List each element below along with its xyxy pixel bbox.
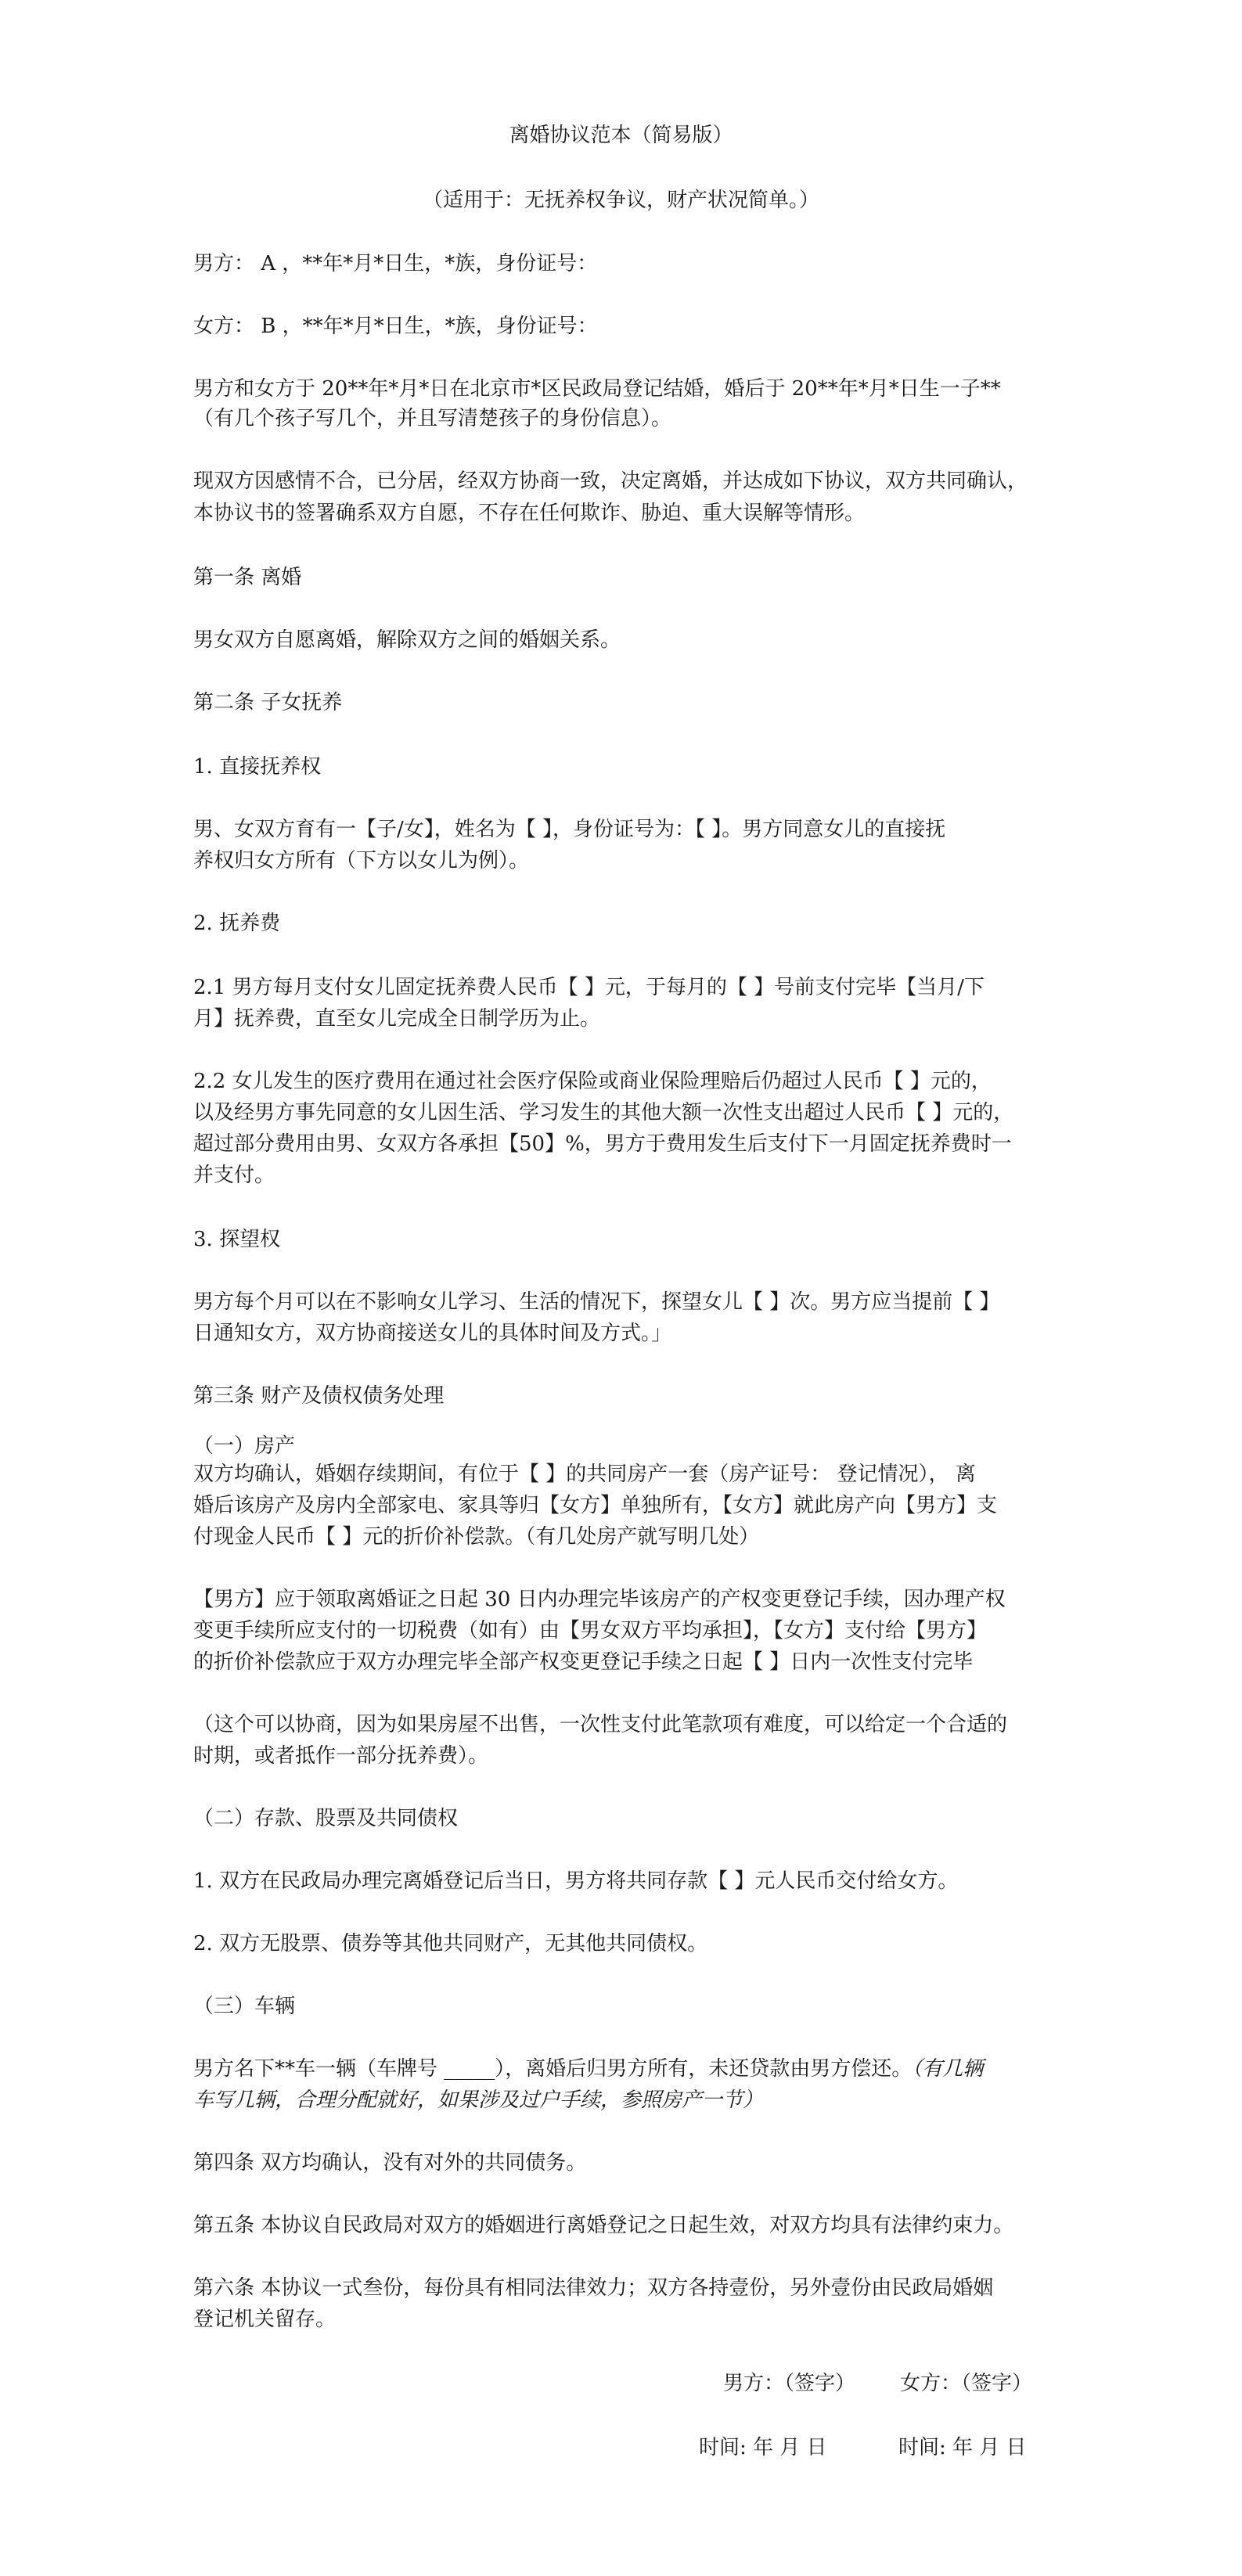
male-sign-date: 时间: 年 月 日 (699, 2436, 827, 2459)
support-title: 2. 抚养费 (193, 912, 281, 935)
male-signature: 男方：（签字） (723, 2372, 856, 2395)
transfer-line-2: 变更手续所应支付的一切税费（如有）由【男女双方平均承担】，【女方】支付给【男方】 (193, 1619, 988, 1642)
marriage-info-line-2: （有几个孩子写几个，并且写清楚孩子的身份信息）。 (193, 407, 672, 430)
document-subtitle: （适用于：无抚养权争议，财产状况简单。） (422, 189, 819, 212)
support-2-2-line-1: 2.2 女儿发生的医疗费用在通过社会医疗保险或商业保险理赔后仍超过人民币【 】元的， (193, 1070, 992, 1093)
vehicle-line-1 (193, 2054, 1054, 2084)
female-sign-date: 时间: 年 月 日 (898, 2436, 1027, 2459)
vehicle-line-2-note: 车写几辆，合理分配就好，如果涉及过户手续，参照房产一节） (193, 2089, 764, 2112)
female-party-line: 女方： B ，**年*月*日生，*族，身份证号： (193, 315, 598, 338)
intro-line-2: 本协议书的签署确系双方自愿，不存在任何欺诈、胁迫、重大误解等情形。 (193, 502, 866, 525)
support-2-2-line-3: 超过部分费用由男、女双方各承担【50】%，男方于费用发生后支付下一月固定抚养费时一 (193, 1132, 1012, 1156)
note-line-1: （这个可以协商，因为如果房屋不出售，一次性支付此笔款项有难度，可以给定一个合适的 (193, 1713, 1008, 1736)
support-2-2-line-4: 并支付。 (193, 1164, 275, 1187)
support-2-2-line-2: 以及经男方事先同意的女儿因生活、学习发生的其他大额一次性支出超过人民币【 】元的， (193, 1101, 1014, 1124)
male-party-line: 男方： A ，**年*月*日生，*族，身份证号： (193, 252, 598, 275)
support-2-1-line-1: 2.1 男方每月支付女儿固定抚养费人民币【 】元，于每月的【 】号前支付完毕【当月/下 (193, 976, 985, 999)
article-6-line-2: 登记机关留存。 (193, 2308, 337, 2331)
custody-line-1: 男、女双方育有一【子/女】，姓名为【 】，身份证号为：【 】。男方同意女儿的直接抚 (193, 818, 946, 841)
article-3-title: 第三条 财产及债权债务处理 (193, 1384, 445, 1408)
house-title: （一）房产 (193, 1434, 296, 1458)
article-1-text: 男女双方自愿离婚，解除双方之间的婚姻关系。 (193, 628, 621, 652)
house-line-3: 付现金人民币【 】元的折价补偿款。（有几处房产就写明几处） (193, 1525, 760, 1549)
savings-item-1: 1. 双方在民政局办理完离婚登记后当日，男方将共同存款【 】元人民币交付给女方。 (193, 1869, 959, 1893)
article-1-title: 第一条 离婚 (193, 566, 302, 589)
document-title: 离婚协议范本（简易版） (509, 124, 733, 147)
transfer-line-3: 的折价补偿款应于双方办理完毕全部产权变更登记手续之日起【 】日内一次性支付完毕 (193, 1650, 974, 1674)
note-line-2: 时期，或者抵作一部分抚养费）。 (193, 1744, 489, 1768)
custody-title: 1. 直接抚养权 (193, 755, 322, 779)
article-2-title: 第二条 子女抚养 (193, 691, 343, 714)
intro-line-1: 现双方因感情不合，已分居，经双方协商一致，决定离婚，并达成如下协议，双方共同确认， (193, 470, 1028, 493)
vehicle-title: （三）车辆 (193, 1995, 296, 2018)
house-line-2: 婚后该房产及房内全部家电、家具等归【女方】单独所有，【女方】就此房产向【男方】支 (193, 1494, 998, 1517)
article-6-line-1: 第六条 本协议一式叁份，每份具有相同法律效力；双方各持壹份，另外壹份由民政局婚姻 (193, 2276, 994, 2300)
support-2-1-line-2: 月】抚养费，直至女儿完成全日制学历为止。 (193, 1007, 601, 1031)
vehicle-line-1-text: 男方名下**车一辆（车牌号 _____），离婚后归男方所有，未还贷款由男方偿还。 (193, 2057, 913, 2081)
female-signature: 女方：（签字） (900, 2372, 1033, 2395)
article-4: 第四条 双方均确认，没有对外的共同债务。 (193, 2151, 587, 2175)
custody-line-2: 养权归女方所有（下方以女儿为例）。 (193, 849, 530, 872)
savings-title: （二）存款、股票及共同债权 (193, 1807, 459, 1830)
house-line-1: 双方均确认，婚姻存续期间，有位于【 】的共同房产一套（房产证号： 登记情况）， 离 (193, 1462, 976, 1486)
savings-item-2: 2. 双方无股票、债券等其他共同财产，无其他共同债权。 (193, 1932, 708, 1955)
marriage-info-line-1: 男方和女方于 20**年*月*日在北京市*区民政局登记结婚，婚后于 20**年*月*日生一子** (193, 377, 1001, 401)
visitation-line-2: 日通知女方，双方协商接送女儿的具体时间及方式。」 (193, 1322, 672, 1345)
transfer-line-1: 【男方】应于领取离婚证之日起 30 日内办理完毕该房产的产权变更登记手续，因办理产权 (193, 1588, 1006, 1611)
article-5: 第五条 本协议自民政局对双方的婚姻进行离婚登记之日起生效，对双方均具有法律约束力。 (193, 2214, 1014, 2237)
visitation-line-1: 男方每个月可以在不影响女儿学习、生活的情况下，探望女儿【 】次。男方应当提前【 】 (193, 1290, 1000, 1314)
vehicle-line-1-note: （有几辆 (912, 2057, 984, 2081)
visitation-title: 3. 探望权 (193, 1228, 281, 1251)
